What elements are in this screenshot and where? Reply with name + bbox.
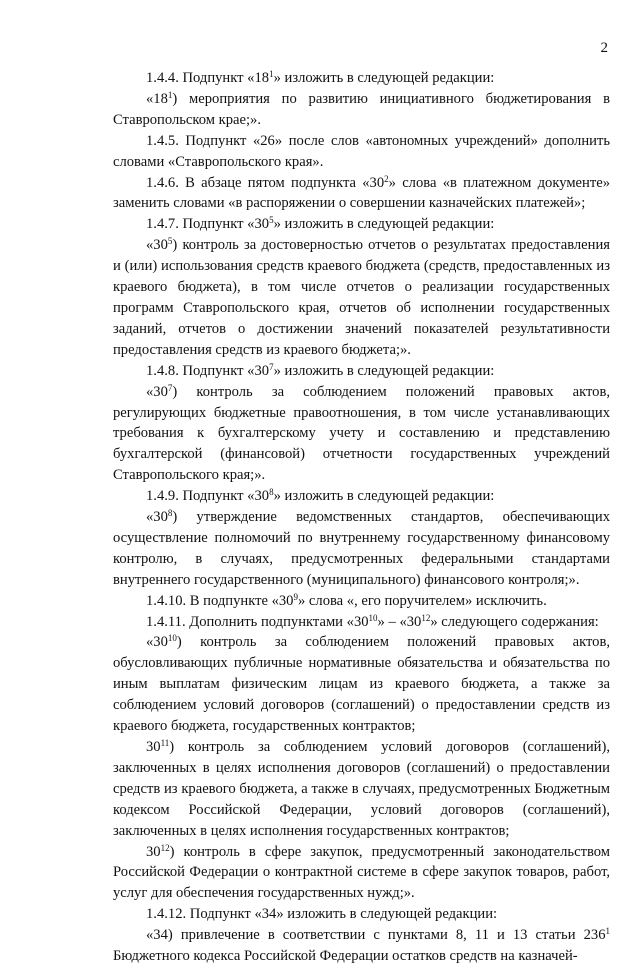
- paragraph: [113, 382, 610, 487]
- text-run: ) контроль за достоверностью отчетов о результатах предоставления и (или) использования средств краевого бюджета (средств, предоставленных из краевого бюджета), в том числе отчетов о реализации государственных программ Ставропольского края, отчетов об исполнении государственных заданий, отчетов о достижении значений показателей результативности предоставления средств из краевого бюджета;».: [113, 237, 610, 358]
- superscript-index: 7: [167, 382, 173, 393]
- text-run: «34) привлечение в соответствии с пунктами 8, 11 и 13 статьи 236: [146, 927, 606, 944]
- text-run: ) контроль в сфере закупок, предусмотренный законодательством Российской Федерации о контрактной системе в сфере закупок товаров, работ, услуг для обеспечения государственных нужд;».: [113, 843, 610, 902]
- text-run: 1.4.4. Подпункт «18: [146, 70, 270, 86]
- text-run: » слова «в платежном документе» заменить словами «в распоряжении о совершении казначейских платежей»;: [113, 174, 610, 212]
- paragraph: [113, 612, 610, 633]
- superscript-index: 1: [605, 926, 610, 937]
- superscript-index: 11: [160, 738, 170, 748]
- text-run: 1.4.6. В абзаце пятом подпункта «30: [146, 174, 385, 191]
- text-run: 1.4.12. Подпункт «34» изложить в следующей редакции:: [146, 906, 498, 923]
- paragraph: [113, 904, 610, 925]
- text-run: » изложить в следующей редакции:: [273, 362, 495, 379]
- superscript-index: 10: [368, 612, 378, 623]
- text-run: 1.4.11. Дополнить подпунктами «30: [146, 613, 369, 630]
- text-run: «30: [146, 634, 168, 651]
- paragraph: [113, 214, 610, 235]
- superscript-index: 8: [167, 508, 173, 519]
- text-run: 30: [146, 739, 161, 755]
- text-run: » следующего содержания:: [430, 613, 599, 630]
- text-run: 1.4.5. Подпункт «26» после слов «автономных учреждений» дополнить словами «Ставропольского края».: [113, 132, 610, 170]
- text-run: Бюджетного кодекса Российской Федерации остатков средств на казначей-: [113, 948, 578, 965]
- superscript-index: 10: [167, 633, 177, 644]
- text-run: «30: [146, 237, 168, 254]
- text-run: 30: [146, 843, 161, 860]
- text-run: «18: [146, 90, 168, 107]
- text-run: ) контроль за соблюдением положений правовых актов, обусловливающих публичные нормативные обязательства и обязательства по иным выплатам физическим лицам из краевого бюджета, а также за соблюдением условий договоров (соглашений) о предоставлении средств из краевого бюджета, государственных контрактов;: [113, 634, 610, 735]
- text-run: » изложить в следующей редакции:: [273, 70, 495, 86]
- text-run: ) утверждение ведомственных стандартов, обеспечивающих осуществление полномочий по внутреннему государственному финансовому контролю, в случаях, предусмотренных федеральными стандартами внутреннего государственного (муниципального) финансового контроля;».: [113, 509, 610, 588]
- paragraph: [113, 173, 610, 215]
- text-run: » изложить в следующей редакции:: [273, 216, 495, 233]
- text-run: 1.4.9. Подпункт «30: [146, 488, 270, 505]
- superscript-index: 1: [167, 89, 173, 100]
- superscript-index: 9: [293, 591, 298, 602]
- text-run: » слова «, его поручителем» исключить.: [297, 592, 547, 609]
- superscript-index: 7: [269, 361, 274, 372]
- paragraph: [113, 235, 610, 360]
- superscript-index: 8: [269, 487, 274, 498]
- superscript-index: 5: [167, 236, 173, 247]
- paragraph: [113, 507, 610, 591]
- paragraph: [113, 361, 610, 382]
- text-run: ) контроль за соблюдением условий договоров (соглашений), заключенных в целях исполнения договоров (соглашений) о предоставлении средств из краевого бюджета, а также в случаях, предусмотренных Бюджетным кодексом Российской Федерации, условий договоров (соглашений), заключенных в целях исполнения государственных контрактов;: [113, 739, 610, 839]
- text-run: » – «30: [377, 613, 422, 630]
- paragraph: [113, 89, 610, 131]
- paragraph: [113, 737, 610, 842]
- document-body: [113, 68, 610, 967]
- text-run: «30: [146, 383, 168, 400]
- text-run: 1.4.7. Подпункт «30: [146, 216, 270, 233]
- text-run: ) контроль за соблюдением положений правовых актов, регулирующих бюджетные правоотношения, в том числе устанавливающих требования к бухгалтерскому учету и составлению и представлению бухгалтерской (финансовой) отчетности государственных учреждений Ставропольского края;».: [113, 383, 610, 484]
- text-run: «30: [146, 509, 168, 526]
- paragraph: [113, 486, 610, 507]
- superscript-index: 12: [421, 612, 431, 623]
- paragraph: [113, 842, 610, 905]
- superscript-index: 12: [160, 842, 170, 853]
- text-run: 1.4.8. Подпункт «30: [146, 362, 270, 379]
- text-run: 1.4.10. В подпункте «30: [146, 592, 294, 609]
- paragraph: [113, 632, 610, 737]
- paragraph: [113, 925, 610, 967]
- text-run: ) мероприятия по развитию инициативного бюджетирования в Ставропольском крае;».: [113, 90, 610, 128]
- superscript-index: 5: [269, 215, 274, 226]
- superscript-index: 1: [269, 69, 274, 79]
- paragraph: [113, 131, 610, 173]
- paragraph: [113, 591, 610, 612]
- superscript-index: 2: [384, 173, 389, 184]
- text-run: » изложить в следующей редакции:: [273, 488, 495, 505]
- page-number: 2: [600, 40, 608, 56]
- paragraph: [113, 68, 610, 89]
